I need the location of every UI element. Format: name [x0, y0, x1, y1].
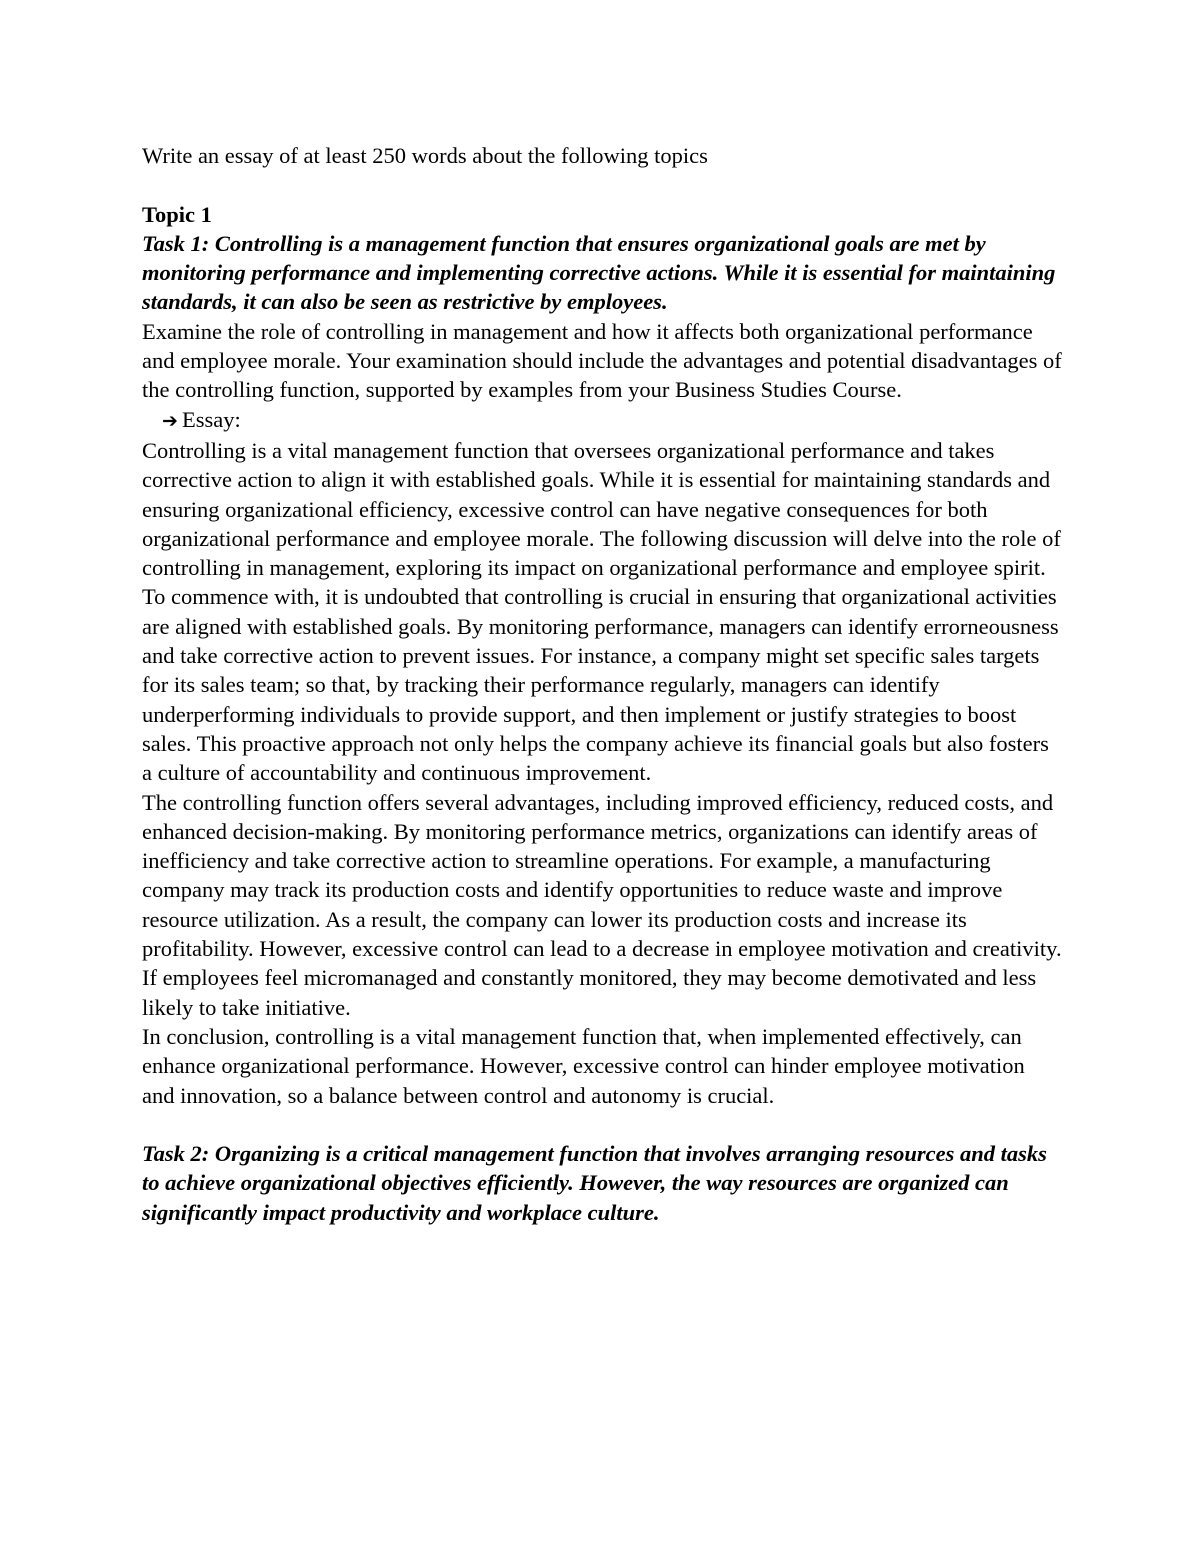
essay-prompt: Write an essay of at least 250 words about the following topics — [142, 143, 708, 168]
essay-paragraph: The controlling function offers several advantages, including improved efficiency, reduced costs, and enhanced decision-making. By monitoring performance metrics, organizations can identify areas of inefficiency and take corrective action to streamline operations. For example, a manufacturing company may track its production costs and identify opportunities to reduce waste and improve resource utilization. As a result, the company can lower its production costs and increase its profitability. However, excessive control can lead to a decrease in employee motivation and creativity. If employees feel micromanaged and constantly monitored, they may become demotivated and less likely to take initiative. — [142, 789, 1062, 1020]
essay-label: Essay: — [182, 406, 241, 432]
task-1-statement: Task 1: Controlling is a management function that ensures organizational goals are met by monitoring performance and implementing corrective actions. While it is essential for maintaining standards, it can also be seen as restrictive by employees. — [142, 230, 1056, 315]
essay-paragraph: To commence with, it is undoubted that controlling is crucial in ensuring that organizational activities are aligned with established goals. By monitoring performance, managers can identify errorneousness and take corrective action to prevent issues. For instance, a company might set specific sales targets for its sales team; so that, by tracking their performance regularly, managers can identify underperforming individuals to provide support, and then implement or justify strategies to boost sales. This proactive approach not only helps the company achieve its financial goals but also fosters a culture of accountability and continuous improvement. — [142, 584, 1059, 786]
right-arrow-icon: ➔ — [162, 409, 178, 432]
essay-paragraph: Controlling is a vital management function that oversees organizational performance and takes corrective action to align it with established goals. While it is essential for maintaining standards and ensuring organizational efficiency, excessive control can have negative consequences for both organizational performance and employee morale. The following discussion will delve into the role of controlling in management, exploring its impact on organizational performance and employee spirit. — [142, 437, 1061, 581]
essay-paragraph: In conclusion, controlling is a vital management function that, when implemented effectively, can enhance organizational performance. However, excessive control can hinder employee motivation and innovation, so a balance between control and autonomy is crucial. — [142, 1023, 1025, 1108]
topic-heading: Topic 1 — [142, 201, 212, 227]
task-2-statement: Task 2: Organizing is a critical management function that involves arranging resources and tasks to achieve organizational objectives efficiently. However, the way resources are organized can significantly impact productivity and workplace culture. — [142, 1141, 1047, 1225]
document-body — [142, 141, 1062, 1227]
essay-marker — [142, 405, 1062, 436]
task-1-instructions: Examine the role of controlling in management and how it affects both organizational performance and employee morale. Your examination should include the advantages and potential disadvantages of the controlling function, supported by examples from your Business Studies Course. — [142, 318, 1062, 403]
